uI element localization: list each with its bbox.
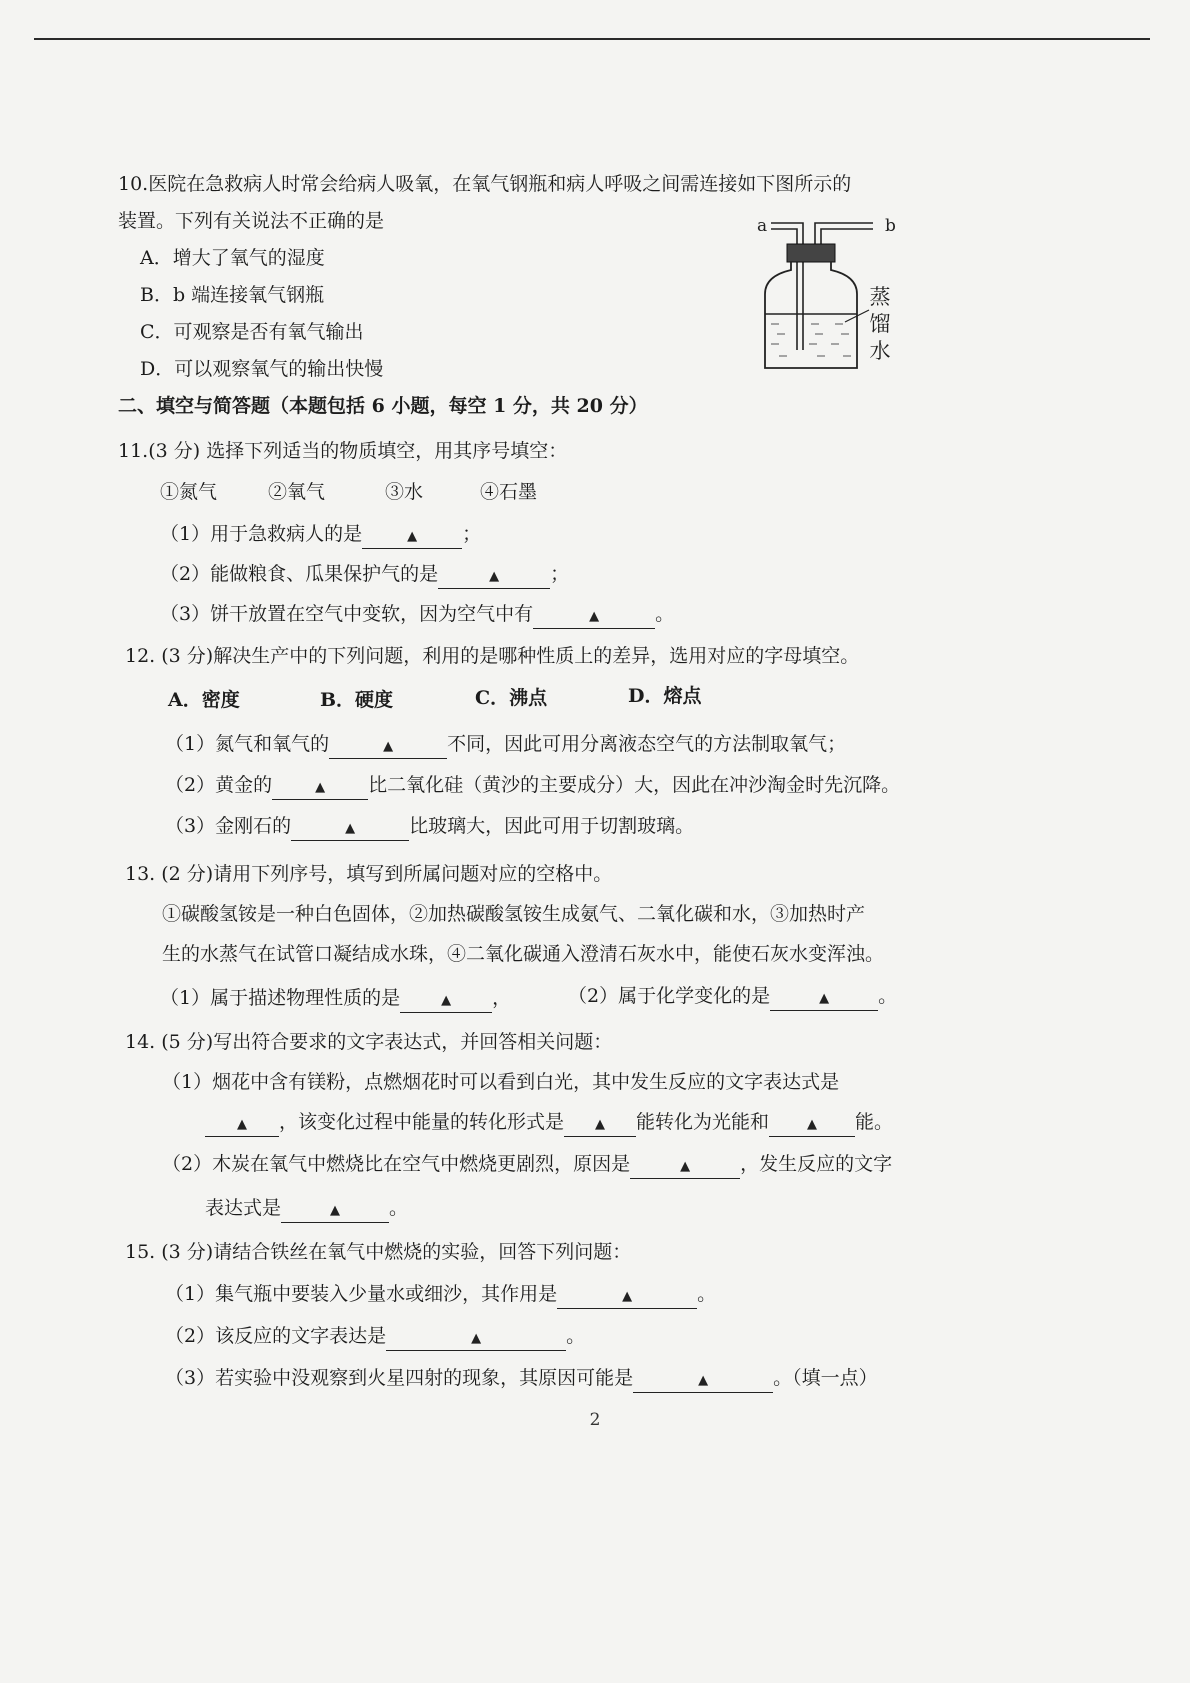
answer-blank[interactable]: [630, 1153, 740, 1179]
q10-stem-line2: 装置。下列有关说法不正确的是: [118, 210, 385, 232]
q12-choice-b: B．硬度: [320, 689, 394, 711]
triangle-marker-icon: ▲: [680, 1159, 691, 1174]
triangle-marker-icon: ▲: [807, 1117, 818, 1132]
q11-item1-text: （1）用于急救病人的是: [160, 523, 363, 545]
page-number: 2: [589, 1410, 601, 1430]
q11-choice-4: ④石墨: [480, 481, 538, 503]
answer-blank[interactable]: [533, 603, 655, 629]
answer-blank[interactable]: [291, 815, 409, 841]
port-a-label: a: [757, 216, 768, 236]
answer-blank[interactable]: [329, 733, 447, 759]
triangle-marker-icon: ▲: [595, 1117, 606, 1132]
q11-stem: 11.(3 分) 选择下列适当的物质填空，用其序号填空：: [118, 440, 568, 462]
q12-item1: [165, 730, 846, 759]
answer-blank[interactable]: [281, 1197, 389, 1223]
q15-item1-end: 。: [697, 1283, 717, 1305]
answer-blank[interactable]: [769, 1111, 855, 1137]
triangle-marker-icon: ▲: [345, 821, 356, 836]
answer-blank[interactable]: [400, 987, 492, 1013]
q11-item3-text: （3）饼干放置在空气中变软，因为空气中有: [160, 603, 534, 625]
answer-blank[interactable]: [386, 1325, 566, 1351]
q12-choice-d: D．熔点: [628, 685, 702, 707]
q15-item1: [165, 1280, 716, 1309]
triangle-marker-icon: ▲: [698, 1373, 709, 1388]
q12-item3-text-a: （3）金刚石的: [165, 815, 292, 837]
q12-item2-text-a: （2）黄金的: [165, 774, 273, 796]
q12-item1-text-b: 不同，因此可用分离液态空气的方法制取氧气；: [447, 733, 847, 755]
q14-item2-text-b: ，发生反应的文字: [740, 1153, 893, 1175]
triangle-marker-icon: ▲: [819, 991, 830, 1006]
q11-item2: [160, 560, 569, 589]
q12-item2-text-b: 比二氧化硅（黄沙的主要成分）大，因此在冲沙淘金时先沉降。: [368, 774, 901, 796]
q13-item2-text: （2）属于化学变化的是: [568, 985, 771, 1007]
q14-stem: 14. (5 分)写出符合要求的文字表达式，并回答相关问题：: [125, 1031, 613, 1053]
q13-item1-text: （1）属于描述物理性质的是: [160, 987, 401, 1009]
q13-item2: [568, 982, 897, 1011]
triangle-marker-icon: ▲: [383, 739, 394, 754]
q15-item1-text: （1）集气瓶中要装入少量水或细沙，其作用是: [165, 1283, 558, 1305]
q10-option-a: A．增大了氧气的湿度: [140, 247, 325, 269]
q10-stem-line1: 10.医院在急救病人时常会给病人吸氧，在氧气钢瓶和病人呼吸之间需连接如下图所示的: [118, 173, 852, 195]
q12-item1-text-a: （1）氮气和氧气的: [165, 733, 330, 755]
answer-blank[interactable]: [272, 774, 368, 800]
q14-item2-text-a: （2）木炭在氧气中燃烧比在空气中燃烧更剧烈，原因是: [162, 1153, 631, 1175]
q15-item2-end: 。: [566, 1325, 586, 1347]
q10-option-d: D．可以观察氧气的输出快慢: [140, 358, 384, 380]
triangle-marker-icon: ▲: [315, 780, 326, 795]
q11-choice-3: ③水: [385, 481, 424, 503]
q14-item2-line2: [205, 1194, 408, 1223]
q13-item1: [160, 984, 511, 1013]
triangle-marker-icon: ▲: [330, 1203, 341, 1218]
q11-item2-text: （2）能做粮食、瓜果保护气的是: [160, 563, 439, 585]
q12-choice-c: C．沸点: [475, 687, 548, 709]
triangle-marker-icon: ▲: [407, 529, 418, 544]
q14-item1-text-c: 能。: [855, 1111, 894, 1133]
answer-blank[interactable]: [557, 1283, 697, 1309]
answer-blank[interactable]: [633, 1367, 773, 1393]
triangle-marker-icon: ▲: [441, 993, 452, 1008]
port-b-label: b: [885, 216, 896, 236]
triangle-marker-icon: ▲: [489, 569, 500, 584]
q10-option-b: B．b 端连接氧气钢瓶: [140, 284, 325, 306]
triangle-marker-icon: ▲: [237, 1117, 247, 1132]
q15-item3: [165, 1364, 878, 1393]
q13-item1-end: ，: [492, 987, 512, 1009]
triangle-marker-icon: ▲: [471, 1331, 482, 1346]
distilled-water-label: 蒸 馏 水: [869, 285, 891, 363]
q13-text-line2: 生的水蒸气在试管口凝结成水珠，④二氧化碳通入澄清石灰水中，能使石灰水变浑浊。: [162, 943, 885, 965]
q14-item1-text-a: ，该变化过程中能量的转化形式是: [279, 1111, 565, 1133]
q11-item1-end: ；: [462, 523, 482, 545]
q14-item2-text-d: 。: [389, 1197, 409, 1219]
answer-blank[interactable]: [770, 985, 878, 1011]
q13-text-line1: ①碳酸氢铵是一种白色固体，②加热碳酸氢铵生成氨气、二氧化碳和水，③加热时产: [162, 903, 866, 925]
q11-choice-2: ②氧气: [268, 481, 326, 503]
q14-item1-line1: （1）烟花中含有镁粉，点燃烟花时可以看到白光，其中发生反应的文字表达式是: [162, 1071, 840, 1093]
q11-choice-1: ①氮气: [160, 481, 218, 503]
answer-blank[interactable]: [564, 1111, 636, 1137]
q13-stem: 13. (2 分)请用下列序号，填写到所属问题对应的空格中。: [125, 863, 613, 885]
q13-item2-end: 。: [878, 985, 898, 1007]
top-rule: [34, 38, 1150, 40]
q11-item3-end: 。: [655, 603, 675, 625]
q12-choice-a: A．密度: [168, 689, 240, 711]
section2-heading: 二、填空与简答题（本题包括 6 小题，每空 1 分，共 20 分）: [118, 395, 648, 417]
answer-blank[interactable]: [438, 563, 550, 589]
q11-item1: [160, 520, 481, 549]
q12-stem: 12. (3 分)解决生产中的下列问题，利用的是哪种性质上的差异，选用对应的字母填空。: [125, 645, 860, 667]
q12-item2: [165, 771, 900, 800]
q14-item1-line2: [205, 1108, 893, 1137]
triangle-marker-icon: ▲: [622, 1289, 633, 1304]
q15-stem: 15. (3 分)请结合铁丝在氧气中燃烧的实验，回答下列问题：: [125, 1241, 632, 1263]
q11-item3: [160, 600, 674, 629]
triangle-marker-icon: ▲: [589, 609, 600, 624]
q10-option-c: C．可观察是否有氧气输出: [140, 321, 364, 343]
q15-item3-text: （3）若实验中没观察到火星四射的现象，其原因可能是: [165, 1367, 634, 1389]
q15-item2: [165, 1322, 585, 1351]
wash-bottle-figure: [755, 210, 925, 375]
q15-item3-end: 。（填一点）: [773, 1367, 878, 1389]
q15-item2-text: （2）该反应的文字表达是: [165, 1325, 387, 1347]
q12-item3: [165, 812, 694, 841]
answer-blank[interactable]: [362, 523, 462, 549]
q14-item1-text-b: 能转化为光能和: [636, 1111, 770, 1133]
q14-item2-text-c: 表达式是: [205, 1197, 282, 1219]
q11-item2-end: ；: [550, 563, 570, 585]
answer-blank[interactable]: [205, 1111, 279, 1137]
q12-item3-text-b: 比玻璃大，因此可用于切割玻璃。: [409, 815, 695, 837]
q14-item2-line1: [162, 1150, 892, 1179]
